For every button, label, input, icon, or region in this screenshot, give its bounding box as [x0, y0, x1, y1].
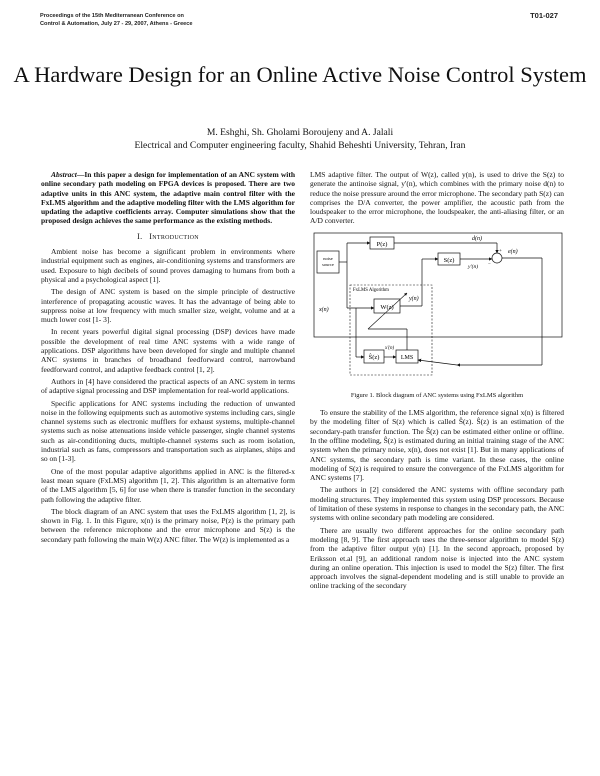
left-column	[41, 170, 295, 547]
paragraph: The block diagram of an ANC system that uses the FxLMS algorithm [1, 2], is shown in Fig. 1. In this Figure, x(n) is the primary noise, P(z) is the primary path between the reference microphone and the error microphone and S(z) is the secondary path following the main W(z) ANC filter. The W(z) is implemented as a	[41, 506, 295, 544]
adaptive-filter-label: W(z)	[380, 303, 394, 311]
paragraph: Authors in [4] have considered the practical aspects of an ANC system in terms of adaptive signal processing and DSP implementation for real-world applications.	[41, 376, 295, 396]
e-label: e(n)	[508, 248, 518, 255]
abstract-text: —In this paper a design for implementation of an ANC system with online secondary path modeling on FPGA devices is proposed. There are two adaptive units in this ANC system, the adaptive main control filter with the FxLMS algorithm and the adaptive modeling filter with the LMS algorithm for updating the adaptive coefficients array. Computer simulations show that the proposed design achieves the same performance as the existing methods.	[41, 170, 295, 226]
author-block	[0, 126, 600, 152]
secondary-path-label: S(z)	[443, 256, 455, 264]
abstract-label: Abstract	[51, 170, 77, 179]
paragraph: Specific applications for ANC systems including the reduction of unwanted noise in the following equipments such as automotive systems including cars, single channel systems such as electronic mufflers for exhaust systems, multiple-channel systems such as noise attenuations inside vehicle passenger, single channel systems such as air-conditioning ducts, multiple-channel systems such as room isolation, industrial such as fans, compressors and transportation such as airplanes, ships and so on [1-3].	[41, 398, 295, 464]
fxlms-region	[350, 285, 432, 375]
fxlms-label: FxLMS Algorithm	[353, 287, 389, 293]
paragraph: Ambient noise has become a significant problem in environments where industrial equipment such as engines, air-conditioning systems and transformers are used. Exposure to high decibels of sound proves damaging to humans from both a physical and a psychological aspect [1].	[41, 247, 295, 284]
paragraph: LMS adaptive filter. The output of W(z), called y(n), is used to drive the S(z) to generate the antinoise signal, y'(n), which combines with the primary noise d(n) to reduce the noise pressure around the error microphone. The secondary path S(z) can comprises the D/A converter, the power amplifier, the acoustic path from the loudspeaker to the error microphone, the loudspeaker, the anti-aliasing filter, or an A/D converter.	[310, 170, 564, 226]
paragraph: There are usually two different approaches for the online secondary path modeling [8, 9]. The first approach uses the three-sensor algorithm to model S(z) from the adaptive filter output y(n) [1]. In the second approach, proposed by Eriksson et.al [9], an additional random noise is injected into the ANC system during an online operation. This injection is used to model the S(z) filter. The first approach involves the signal-dependent modeling and is still unable to provide an online tracking of the secondary	[310, 525, 564, 591]
paragraph: To ensure the stability of the LMS algorithm, the reference signal x(n) is filtered by the modeling filter of S(z) which is called Ŝ(z). Ŝ(z) is an estimation of the secondary-path transfer function. The Ŝ(z) can be estimated either online or offline. In the offline modeling, Ŝ(z) is estimated during an initial training stage of the ANC system when the primary noise, x(n), does not exist [1]. But in many applications of ANC systems, the secondary path is time variant. In these cases, the online modeling of S(z) is required to ensure the convergence of the FxLMS algorithm for ANC systems [7].	[310, 408, 564, 483]
plus-sign: +	[499, 248, 502, 254]
noise-source-label-1: noise	[323, 255, 333, 261]
d-label: d(n)	[472, 235, 482, 242]
summing-junction	[492, 253, 502, 263]
figure-caption: Figure 1. Block diagram of ANC systems using FxLMS algorithm	[350, 391, 524, 399]
lms-label: LMS	[400, 354, 414, 361]
conference-line-1: Proceedings of the 15th Mediterranean Conference on	[40, 13, 184, 19]
primary-path-label: P(z)	[376, 240, 388, 248]
affiliation: Electrical and Computer engineering faculty, Shahid Beheshti University, Tehran, Iran	[134, 140, 466, 151]
x-label: x(n)	[319, 306, 329, 313]
y-label: y(n)	[409, 295, 419, 302]
authors: M. Eshghi, Sh. Gholami Boroujeny and A. Jalali	[206, 127, 394, 138]
block-diagram-figure	[312, 229, 564, 387]
modeling-filter-label: Ŝ(z)	[368, 353, 380, 361]
section-number: I.	[137, 231, 143, 241]
paragraph: One of the most popular adaptive algorithms applied in ANC is the filtered-x least mean square (FxLMS) algorithm [1, 2]. This algorithm is an alternative form of the LMS algorithm [5, 6] for use when there is transfer function in the secondary path following the adaptive filter.	[41, 466, 295, 504]
block-diagram	[312, 229, 564, 387]
paragraph: The authors in [2] considered the ANC systems with offline secondary path modeling structures. They implemented this system using DSP processors. Because of limitation of these systems in response to changes in the secondary path, the ANC systems with online secondary path modeling are considered.	[310, 485, 564, 523]
xprime-label: x'(n)	[385, 345, 395, 351]
conference-header	[40, 12, 193, 28]
section-heading	[41, 232, 295, 241]
paper-id: T01-027	[530, 11, 558, 20]
minus-sign: −	[488, 261, 491, 267]
noise-source-label-2: source	[322, 261, 334, 267]
conference-line-2: Control & Automation, July 27 - 29, 2007, Athens - Greece	[40, 21, 193, 27]
paragraph: In recent years powerful digital signal processing (DSP) devices have made possible the development of real time ANC systems with a wide range of applications. DSP algorithms have been developed for single and multiple channel ANC systems in branches of broadband feedforward control, narrowband feedforward control, and adaptive feedback control [1, 2].	[41, 327, 295, 374]
right-column	[310, 170, 564, 594]
abstract	[41, 170, 295, 226]
paper-title: A Hardware Design for an Online Active Noise Control System	[13, 62, 587, 87]
section-title: Introduction	[149, 231, 199, 241]
paragraph: The design of ANC system is based on the simple principle of destructive interference of propagating acoustic waves. It has the advantage of being able to suppress noise at low frequency with much smaller size, weight, volume and at a much lower cost [1- 3].	[41, 287, 295, 325]
yprime-label: y'(n)	[468, 263, 479, 270]
